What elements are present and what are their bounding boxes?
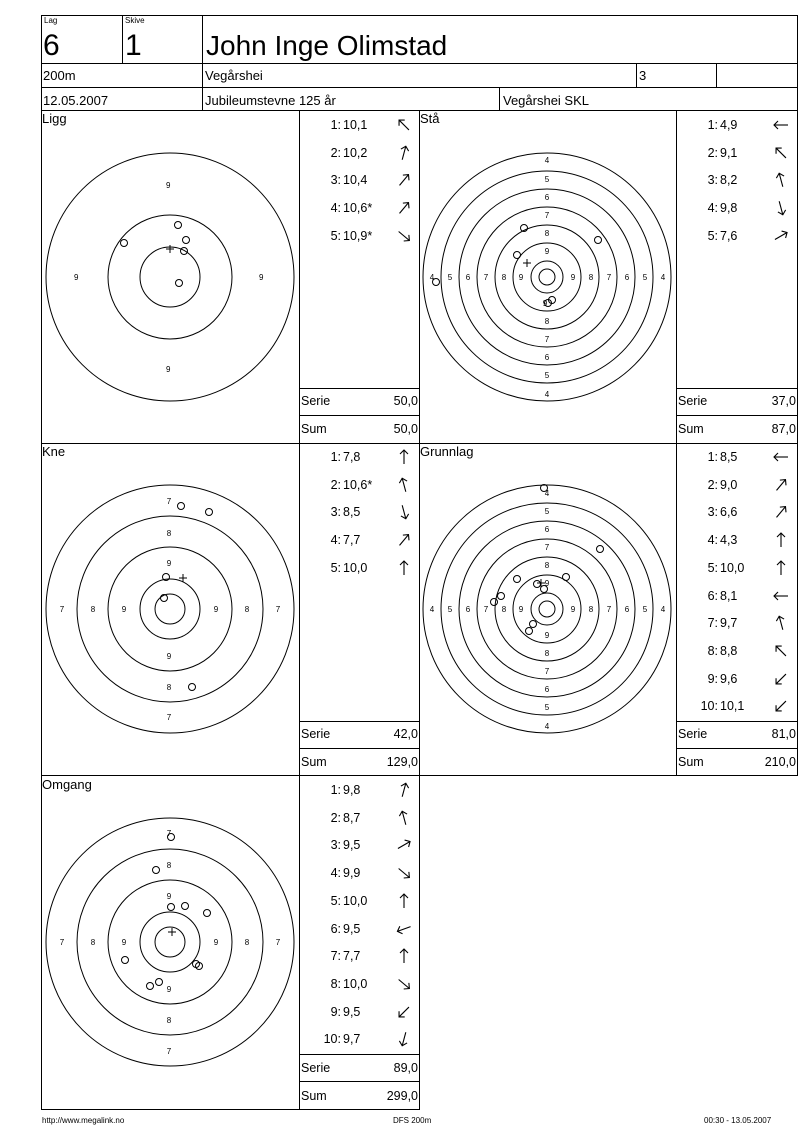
ring-label: 9 — [213, 938, 219, 947]
sum-value: 210,0 — [764, 755, 796, 769]
sum-label: Sum — [301, 422, 327, 436]
ring-label: 4 — [660, 273, 666, 282]
serie-value: 37,0 — [771, 394, 796, 408]
shot-hole — [175, 222, 182, 229]
shot-number: 6: — [330, 921, 341, 936]
ring-label: 6 — [624, 273, 630, 282]
ring — [539, 601, 555, 617]
target-grunnlag — [423, 485, 671, 734]
shot-value: 9,5 — [343, 1004, 361, 1019]
shot-hole — [514, 576, 521, 583]
ring-label: 6 — [544, 193, 550, 202]
serie-value: 42,0 — [393, 727, 418, 741]
panel-title-omgang: Omgang — [42, 777, 92, 792]
shot-number: 4: — [707, 201, 718, 216]
shot-value: 9,9 — [343, 866, 361, 881]
shot-value: 10,9* — [343, 228, 373, 243]
shot-value: 8,5 — [720, 450, 738, 464]
distance: 200m — [43, 68, 76, 83]
omgang-ring-labels — [60, 829, 281, 1056]
footer-center: DFS 200m — [393, 1116, 432, 1125]
shot-hole — [530, 621, 537, 628]
ring-label: 4 — [429, 605, 435, 614]
shot-value: 9,7 — [720, 616, 738, 631]
ring-label: 7 — [166, 497, 172, 506]
shot-number: 2: — [330, 477, 341, 492]
event: Jubileumstevne 125 år — [205, 93, 336, 108]
serie-label: Serie — [301, 727, 331, 741]
shot-number: 5: — [707, 560, 718, 575]
ring — [155, 594, 185, 624]
shot-value: 7,8 — [343, 450, 361, 464]
shot-value: 10,1 — [720, 699, 745, 714]
ring-label: 9 — [518, 605, 524, 614]
ring-label: 8 — [244, 938, 250, 947]
club: Vegårshei — [205, 68, 263, 83]
shot-number: 5: — [707, 228, 718, 243]
shot-value: 10,0 — [343, 893, 368, 908]
serie-label: Serie — [301, 1061, 331, 1075]
serie-value: 89,0 — [393, 1061, 418, 1075]
sum-label: Sum — [678, 755, 704, 769]
lag-label: Lag — [44, 16, 58, 25]
shot-hole — [206, 509, 213, 516]
shot-value: 10,4 — [343, 173, 368, 188]
shot-hole — [183, 237, 190, 244]
ring — [477, 207, 617, 347]
sum-label: Sum — [678, 422, 704, 436]
ring-label: 8 — [166, 683, 172, 692]
ring-label: 7 — [275, 605, 281, 614]
shot-value: 10,0 — [343, 976, 368, 991]
shot-value: 8,2 — [720, 173, 738, 188]
center-cross — [166, 245, 174, 253]
ring-label: 6 — [544, 353, 550, 362]
panel-title-grunnlag: Grunnlag — [420, 444, 474, 459]
ring-label: 6 — [544, 525, 550, 534]
shot-number: 4: — [330, 533, 341, 548]
ring-label: 9 — [121, 938, 127, 947]
ring-label: 6 — [465, 605, 471, 614]
ring-label: 7 — [166, 829, 172, 838]
shot-value: 9,5 — [343, 921, 361, 936]
ring-label: 9 — [166, 892, 172, 901]
shot-hole — [514, 252, 521, 259]
sum-label: Sum — [301, 1089, 327, 1103]
ring-label: 7 — [606, 605, 612, 614]
ring-label: 7 — [275, 938, 281, 947]
kne-ring-labels — [60, 497, 281, 722]
serie-label: Serie — [678, 727, 708, 741]
ring-label: 5 — [544, 175, 550, 184]
shot-number: 4: — [330, 866, 341, 881]
shot-number: 9: — [707, 671, 718, 686]
shot-value: 9,0 — [720, 477, 738, 492]
shot-number: 5: — [330, 560, 341, 575]
class: 3 — [639, 68, 647, 83]
serie-label: Serie — [301, 394, 331, 408]
shot-number: 1: — [330, 118, 341, 132]
shot-hole — [526, 628, 533, 635]
ring-label: 5 — [544, 507, 550, 516]
shot-number: 2: — [330, 810, 341, 825]
ring-label: 8 — [501, 273, 507, 282]
ring-label: 9 — [259, 273, 264, 282]
ring-label: 7 — [59, 938, 65, 947]
ring-label: 9 — [213, 605, 219, 614]
panel-title-kne: Kne — [42, 444, 66, 459]
center-cross — [523, 259, 531, 267]
ring — [77, 849, 263, 1035]
shot-value: 8,5 — [343, 505, 361, 520]
shot-hole — [153, 867, 160, 874]
grunnlag-ring-labels — [430, 489, 666, 731]
sta-ring-labels — [430, 156, 666, 399]
shot-value: 9,7 — [343, 1032, 361, 1047]
ring — [46, 818, 294, 1066]
shot-value: 4,9 — [720, 118, 738, 132]
sum-value: 87,0 — [771, 422, 796, 436]
shot-number: 7: — [707, 616, 718, 631]
shot-value: 7,6 — [720, 228, 738, 243]
shot-value: 10,6* — [343, 477, 373, 492]
ring — [495, 225, 599, 329]
ring-label: 8 — [544, 317, 550, 326]
ring-label: 4 — [544, 156, 550, 165]
ring-label: 9 — [166, 652, 172, 661]
shot-number: 9: — [330, 1004, 341, 1019]
shot-number: 3: — [330, 505, 341, 520]
shot-number: 1: — [330, 783, 341, 797]
ring-label: 8 — [544, 229, 550, 238]
ring-label: 9 — [518, 273, 524, 282]
ring-label: 7 — [483, 273, 489, 282]
shot-value: 7,7 — [343, 533, 361, 548]
ring-label: 5 — [447, 605, 453, 614]
shot-number: 1: — [330, 450, 341, 464]
shot-number: 10: — [700, 699, 718, 714]
shot-hole — [168, 904, 175, 911]
footer-timestamp: 00:30 - 13.05.2007 — [704, 1116, 772, 1125]
shot-hole — [176, 280, 183, 287]
ring — [539, 269, 555, 285]
skive-label: Skive — [125, 16, 145, 25]
shot-hole — [491, 599, 498, 606]
shot-value: 7,7 — [343, 949, 361, 964]
shot-value: 8,7 — [343, 810, 361, 825]
shot-value: 10,0 — [343, 560, 368, 575]
ring-label: 8 — [244, 605, 250, 614]
shot-value: 10,6* — [343, 201, 373, 216]
ring-label: 8 — [90, 605, 96, 614]
shot-number: 2: — [707, 145, 718, 160]
shot-hole — [122, 957, 129, 964]
shot-number: 10: — [323, 1032, 341, 1047]
ring-label: 9 — [121, 605, 127, 614]
ring-label: 5 — [642, 273, 648, 282]
ring-label: 5 — [642, 605, 648, 614]
ring — [140, 247, 200, 307]
shot-value: 10,1 — [343, 118, 368, 132]
shot-value: 9,6 — [720, 671, 738, 686]
ring-label: 9 — [166, 985, 172, 994]
shot-hole — [534, 581, 541, 588]
shot-value: 9,5 — [343, 838, 361, 853]
shot-value: 9,8 — [720, 201, 738, 216]
shot-number: 4: — [330, 201, 341, 216]
ring — [441, 171, 653, 383]
shot-value: 8,1 — [720, 588, 738, 603]
ring-label: 6 — [544, 685, 550, 694]
shot-hole — [178, 503, 185, 510]
shot-value: 9,1 — [720, 145, 738, 160]
ring — [140, 912, 200, 972]
ring-label: 8 — [90, 938, 96, 947]
ring — [423, 153, 671, 401]
sum-label: Sum — [301, 755, 327, 769]
ring-label: 9 — [570, 273, 576, 282]
ring — [441, 503, 653, 715]
shooter-name: John Inge Olimstad — [206, 30, 448, 61]
ring-label: 5 — [447, 273, 453, 282]
shot-number: 2: — [330, 145, 341, 160]
target-ligg — [46, 153, 294, 401]
shot-number: 3: — [707, 505, 718, 520]
ring-label: 7 — [166, 713, 172, 722]
shot-hole — [147, 983, 154, 990]
ring-label: 7 — [544, 543, 550, 552]
ring-label: 6 — [465, 273, 471, 282]
ring-label: 7 — [544, 211, 550, 220]
serie-value: 81,0 — [771, 727, 796, 741]
ring-label: 4 — [660, 605, 666, 614]
shot-value: 10,0 — [720, 560, 745, 575]
target-omgang — [46, 818, 294, 1066]
organizer: Vegårshei SKL — [503, 93, 590, 108]
panel-title-ligg: Ligg — [42, 111, 67, 126]
ring-label: 7 — [59, 605, 65, 614]
ring-label: 7 — [483, 605, 489, 614]
ring — [46, 485, 294, 733]
shot-number: 3: — [330, 838, 341, 853]
ring-label: 6 — [624, 605, 630, 614]
shot-hole — [597, 546, 604, 553]
ring-label: 8 — [166, 1016, 172, 1025]
ring-label: 9 — [542, 299, 548, 308]
ring-label: 4 — [544, 390, 550, 399]
ring-label: 9 — [544, 631, 550, 640]
shot-number: 1: — [707, 450, 718, 464]
shot-hole — [121, 240, 128, 247]
ring — [495, 557, 599, 661]
ring-label: 9 — [544, 579, 550, 588]
sum-value: 50,0 — [393, 422, 418, 436]
ring-label: 9 — [544, 247, 550, 256]
ring — [77, 516, 263, 702]
shot-hole — [156, 979, 163, 986]
ring-label: 7 — [544, 667, 550, 676]
ring-label: 8 — [544, 649, 550, 658]
ring — [46, 153, 294, 401]
ring-label: 4 — [544, 722, 550, 731]
date: 12.05.2007 — [43, 93, 109, 108]
ring-label: 8 — [166, 529, 172, 538]
ring-label: 8 — [544, 561, 550, 570]
ring-label: 9 — [74, 273, 79, 282]
target-kne — [46, 485, 294, 733]
sum-value: 129,0 — [386, 755, 418, 769]
shot-hole — [204, 910, 211, 917]
footer-url: http://www.megalink.no — [42, 1116, 125, 1125]
shot-number: 8: — [707, 643, 718, 658]
panel-title-sta: Stå — [420, 111, 440, 126]
ring-label: 5 — [544, 703, 550, 712]
serie-value: 50,0 — [393, 394, 418, 408]
shot-number: 7: — [330, 949, 341, 964]
lag-value: 6 — [43, 29, 60, 62]
ring-label: 7 — [606, 273, 612, 282]
shot-number: 6: — [707, 588, 718, 603]
shot-hole — [189, 684, 196, 691]
shot-hole — [498, 593, 505, 600]
ring-label: 8 — [501, 605, 507, 614]
shot-number: 1: — [707, 118, 718, 132]
shot-number: 3: — [707, 173, 718, 188]
ring-label: 8 — [588, 605, 594, 614]
ring-label: 9 — [166, 181, 171, 190]
shot-value: 9,8 — [343, 783, 361, 797]
shot-value: 10,2 — [343, 145, 368, 160]
ring-label: 8 — [588, 273, 594, 282]
ring — [140, 579, 200, 639]
ring — [531, 261, 563, 293]
ring-label: 4 — [544, 489, 550, 498]
shot-value: 8,8 — [720, 643, 738, 658]
target-sta — [423, 153, 671, 401]
shot-hole — [563, 574, 570, 581]
shot-number: 2: — [707, 477, 718, 492]
ligg-ring-labels — [74, 181, 264, 374]
shot-number: 5: — [330, 893, 341, 908]
center-cross — [168, 928, 176, 936]
shot-number: 5: — [330, 228, 341, 243]
ring-label: 7 — [166, 1047, 172, 1056]
ring-label: 5 — [544, 371, 550, 380]
ring-label: 9 — [570, 605, 576, 614]
shot-number: 4: — [707, 533, 718, 548]
shot-number: 3: — [330, 173, 341, 188]
ring — [477, 539, 617, 679]
ring — [108, 215, 232, 339]
shot-value: 4,3 — [720, 533, 738, 548]
ring — [531, 593, 563, 625]
ring-label: 7 — [544, 335, 550, 344]
ring-label: 9 — [166, 365, 171, 374]
shot-hole — [595, 237, 602, 244]
ring-label: 8 — [166, 861, 172, 870]
shot-hole — [182, 903, 189, 910]
ring — [423, 485, 671, 733]
ring-label: 4 — [429, 273, 435, 282]
sum-value: 299,0 — [386, 1089, 418, 1103]
ring-label: 9 — [166, 559, 172, 568]
skive-value: 1 — [125, 29, 142, 62]
serie-label: Serie — [678, 394, 708, 408]
shot-value: 6,6 — [720, 505, 738, 520]
shot-number: 8: — [330, 976, 341, 991]
